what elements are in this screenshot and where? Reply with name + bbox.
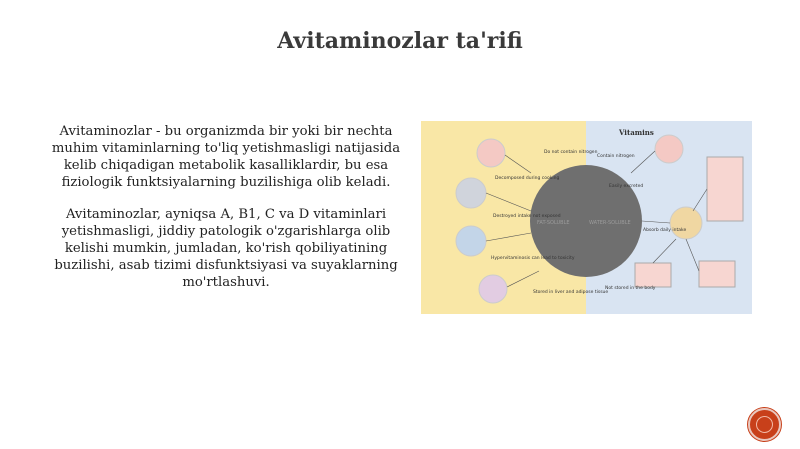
right-label: Not stored in the body: [605, 286, 656, 291]
vitamin-bubble: [477, 139, 505, 167]
slide-title: Avitaminozlar ta'rifi: [277, 28, 523, 54]
right-label: Absorb daily intake: [643, 228, 687, 233]
vitamin-bubble: [655, 135, 683, 163]
center-left-label: FAT-SOLUBLE: [537, 220, 570, 226]
vitamin-bubble: [479, 275, 507, 303]
next-slide-button[interactable]: [748, 408, 781, 441]
vitamin-bubble: [456, 178, 486, 208]
right-label: Easily excreted: [609, 184, 644, 189]
center-right-label: WATER-SOLUBLE: [589, 220, 631, 226]
vitamin-list-box: [699, 261, 735, 287]
paragraph-definition: Avitaminozlar - bu organizmda bir yoki bir nechta muhim vitaminlarning to'liq yetishmasligi natijasida kelib chiqadigan metabolik kasalliklardir, bu esa fiziologik funktsiyalarning buzilishiga olib keladi.: [51, 124, 401, 190]
left-label: Hypervitaminosis can lead to toxicity: [491, 256, 575, 261]
left-label: Stored in liver and adipose tissue: [533, 290, 609, 295]
left-label: Do not contain nitrogen: [544, 150, 598, 155]
right-label: Contain nitrogen: [597, 154, 635, 159]
circle-button-icon: [756, 416, 773, 433]
vitamins-diagram: [421, 121, 752, 314]
vitamin-bubble: [670, 207, 702, 239]
vitamin-bubble: [456, 226, 486, 256]
vitamin-list-box: [707, 157, 743, 221]
vitamin-list-box: [635, 263, 671, 287]
left-label: Destroyed intake not exposed: [493, 214, 561, 219]
left-label: Decomposed during cooking: [495, 176, 560, 181]
slide-body: [50, 123, 402, 306]
diagram-title: Vitamins: [619, 128, 654, 137]
paragraph-examples: Avitaminozlar, ayniqsa A, B1, C va D vitaminlari yetishmasligi, jiddiy patologik o'zgarishlarga olib kelishi mumkin, jumladan, ko'rish qobiliyatining buzilishi, asab tizimi disfunktsiyasi va suyaklarning mo'rtlashuvi.: [54, 207, 398, 290]
